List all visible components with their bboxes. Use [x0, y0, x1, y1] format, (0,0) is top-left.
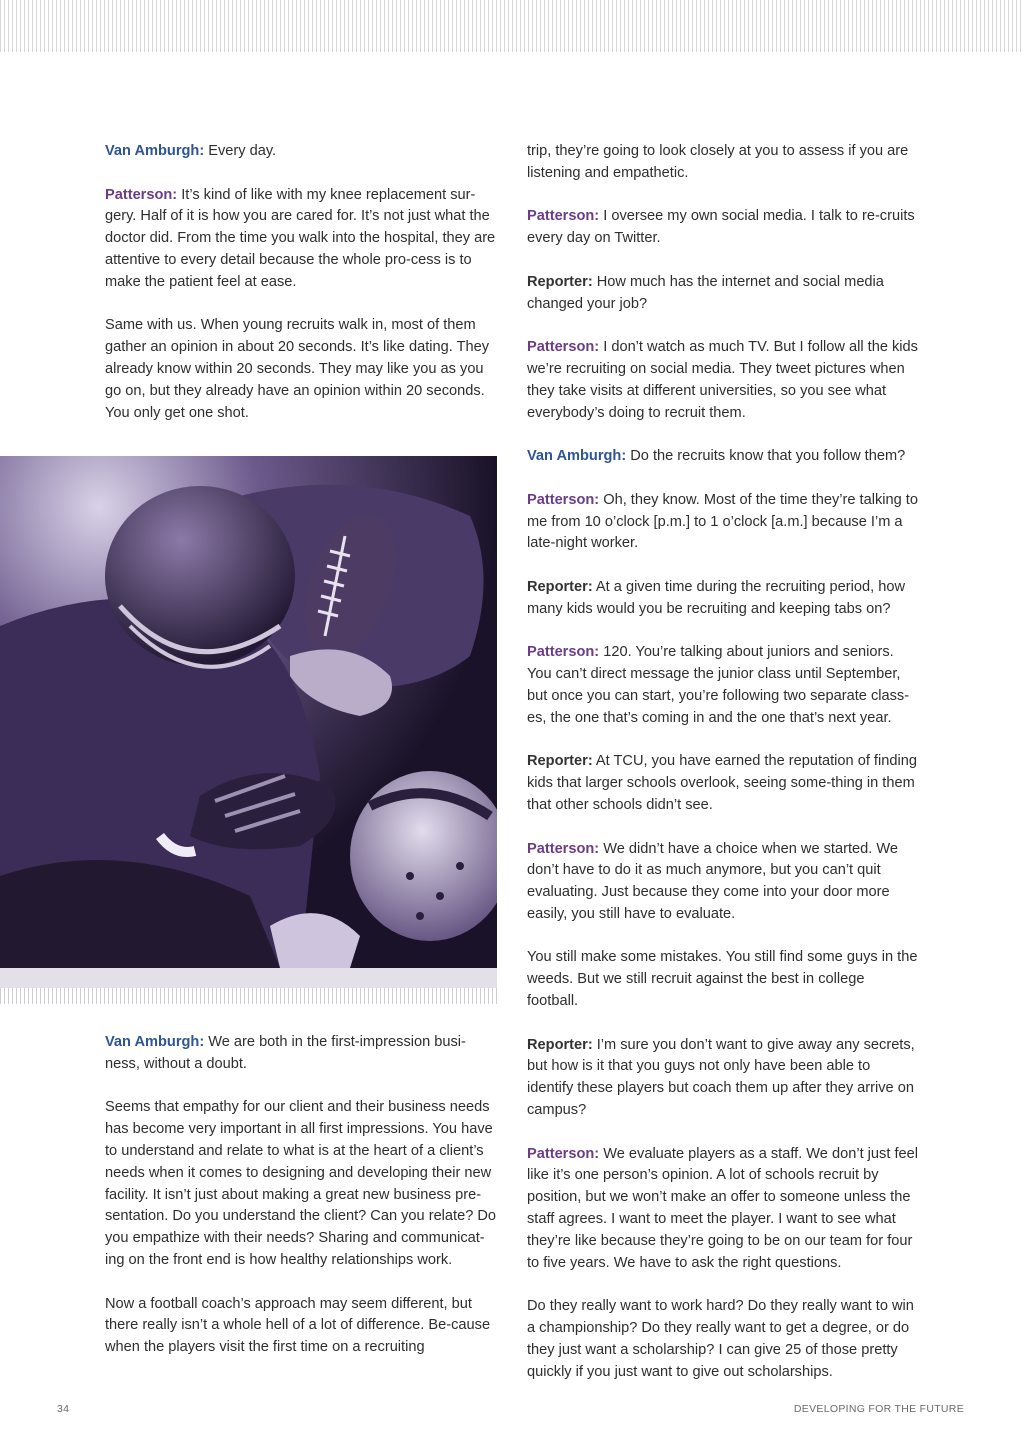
paragraph	[105, 315, 497, 424]
running-title: DEVELOPING FOR THE FUTURE	[793, 1403, 964, 1415]
page-number: 34	[57, 1403, 70, 1415]
paragraph	[527, 490, 919, 555]
paragraph-text: At a given time during the recruiting period, how many kids would you be recruiting and keeping tabs on?	[527, 578, 906, 617]
speaker-label: Reporter:	[527, 753, 593, 770]
paragraph-text: Do the recruits know that you follow them?	[626, 448, 906, 465]
paragraph-text: We evaluate players as a staff. We don’t just feel like it’s one person’s opinion. A lot of schools recruit by position, but we won’t make an offer to someone unless the staff agrees. I want to meet the player. I want to see what they’re like because they’re going to be on our team for four to five years. We have to ask the right questions.	[527, 1145, 918, 1271]
paragraph	[105, 1294, 497, 1359]
speaker-label: Patterson:	[527, 840, 600, 857]
paragraph	[527, 1035, 919, 1122]
paragraph-text: We didn’t have a choice when we started. We don’t have to do it as much anymore, but you can’t quit evaluating. Just because they come into your door more easily, you still have to evaluate.	[527, 840, 898, 922]
paragraph	[527, 839, 919, 926]
paragraph	[527, 751, 919, 816]
paragraph-text: Every day.	[204, 143, 277, 159]
left-column-top	[105, 141, 497, 446]
speaker-label: Van Amburgh:	[105, 1034, 205, 1050]
paragraph	[527, 446, 919, 468]
paragraph-text: 120. You’re talking about juniors and seniors. You can’t direct message the junior class until September, but once you can start, you’re following two separate class-es, the one that’s coming in and the one that’s next year.	[527, 644, 910, 726]
paragraph-text: How much has the internet and social media changed your job?	[527, 273, 884, 312]
paragraph	[527, 206, 919, 250]
header-stripe	[0, 0, 1024, 52]
paragraph	[527, 577, 919, 621]
paragraph-text: Oh, they know. Most of the time they’re talking to me from 10 o’clock [p.m.] to 1 o’clock [a.m.] because I’m a late-night worker.	[527, 491, 918, 552]
paragraph	[527, 1296, 919, 1383]
paragraph-text: Same with us. When young recruits walk in, most of them gather an opinion in about 20 seconds. It’s like dating. They already know within 20 seconds. They may like you as you go on, but they already have an opinion within 20 seconds. You only get one shot.	[105, 317, 490, 421]
photo-stripe	[0, 988, 497, 1004]
paragraph-text: Now a football coach’s approach may seem different, but there really isn’t a whole hell of a lot of difference. Be-cause when the players visit the first time on a recruiting	[105, 1295, 491, 1356]
paragraph	[527, 141, 919, 185]
speaker-label: Patterson:	[527, 339, 600, 356]
paragraph	[527, 947, 919, 1012]
paragraph	[105, 1097, 497, 1271]
paragraph-text: Do they really want to work hard? Do they really want to win a championship? Do they really want to get a degree, or do they just want a scholarship? I can give 25 of those pretty quickly if you just want to give out scholarships.	[527, 1298, 914, 1380]
speaker-label: Reporter:	[527, 1036, 593, 1053]
speaker-label: Reporter:	[527, 273, 593, 290]
photo-caption-bar	[0, 968, 497, 988]
speaker-label: Van Amburgh:	[105, 143, 205, 159]
paragraph	[527, 337, 919, 424]
paragraph	[105, 185, 497, 294]
paragraph-text: It’s kind of like with my knee replacement sur-gery. Half of it is how you are cared for. It’s not just what the doctor did. From the time you walk into the hospital, they are attentive to every detail because the whole pro-cess is to make the patient feel at ease.	[105, 186, 496, 290]
speaker-label: Patterson:	[527, 644, 600, 661]
paragraph	[527, 1144, 919, 1275]
speaker-label: Van Amburgh:	[527, 448, 627, 465]
left-column-bottom	[105, 1032, 497, 1381]
paragraph-text: I’m sure you don’t want to give away any secrets, but how is it that you guys not only have been able to identify these players but coach them up after they arrive on campus?	[527, 1036, 915, 1119]
right-column	[527, 141, 919, 1405]
speaker-label: Patterson:	[527, 1145, 600, 1162]
paragraph	[527, 642, 919, 729]
paragraph-text: I oversee my own social media. I talk to re-cruits every day on Twitter.	[527, 208, 915, 247]
football-photo	[0, 456, 497, 968]
speaker-label: Patterson:	[527, 491, 600, 508]
football-players-image	[0, 456, 497, 968]
speaker-label: Reporter:	[527, 578, 593, 595]
paragraph-text: We are both in the first-impression busi-ness, without a doubt.	[105, 1034, 466, 1072]
paragraph-text: Seems that empathy for our client and their business needs has become very important in all first impressions. You have to understand and relate to what is at the heart of a client’s needs when it comes to designing and developing their new facility. It isn’t just about making a great new business pre-sentation. Do you understand the client? Can you relate? Do you empathize with their needs? Sharing and communicat-ing on the front end is how healthy relationships work.	[105, 1099, 497, 1268]
paragraph-text: You still make some mistakes. You still find some guys in the weeds. But we still recruit against the best in college football.	[527, 949, 918, 1010]
speaker-label: Patterson:	[527, 208, 600, 225]
paragraph-text: At TCU, you have earned the reputation of finding kids that larger schools overlook, seeing some-thing in them that other schools didn’t see.	[527, 753, 917, 813]
paragraph	[105, 1032, 497, 1076]
paragraph-text: I don’t watch as much TV. But I follow all the kids we’re recruiting on social media. They tweet pictures when they take visits at different universities, so you see what everybody’s doing to recruit them.	[527, 339, 918, 421]
speaker-label: Patterson:	[105, 186, 178, 203]
paragraph	[105, 141, 497, 163]
paragraph	[527, 272, 919, 316]
paragraph-text: trip, they’re going to look closely at you to assess if you are listening and empathetic.	[527, 143, 909, 181]
